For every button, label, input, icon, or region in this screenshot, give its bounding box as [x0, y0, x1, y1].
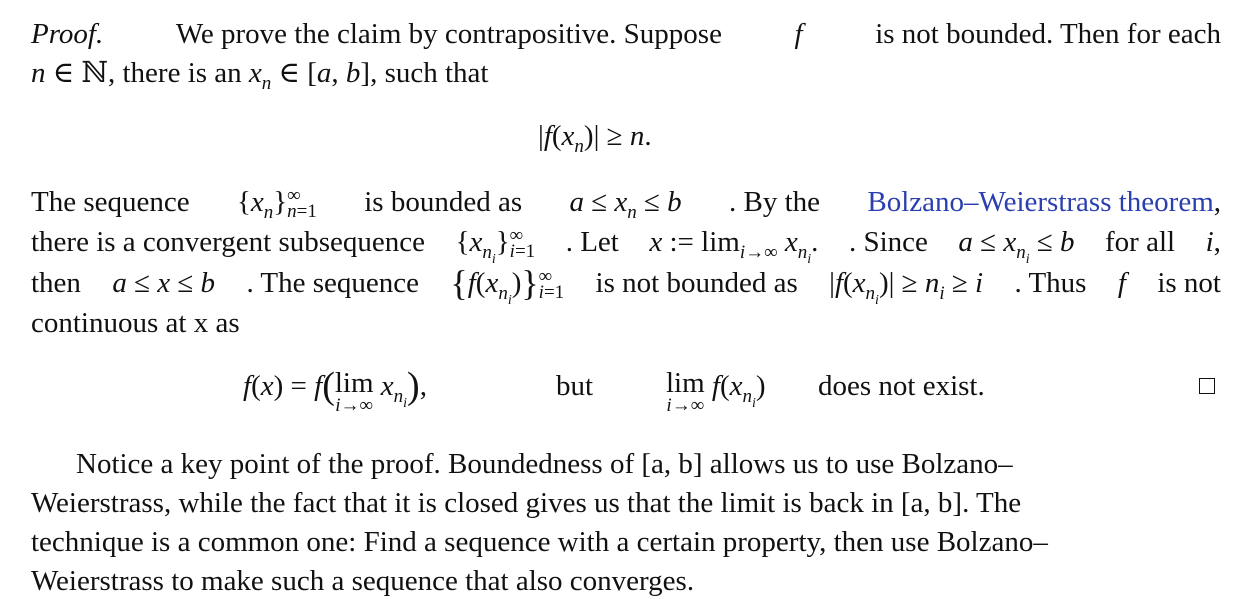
math-n-in-N: n ∈ ℕ: [31, 57, 108, 89]
p1-text-d: , such that: [370, 57, 489, 89]
proof-label: Proof.: [31, 18, 104, 50]
math-f-2: f: [1117, 267, 1126, 299]
p2-text-d: there is a convergent subsequence: [31, 226, 426, 258]
p2-text-e: . Let: [565, 226, 619, 258]
math-sequence-xn: $\{x_n\}\infty$ n=1: [236, 185, 317, 223]
display-equation-2-left: f(x) = f(lim i→∞ $x_{n_i}$),: [243, 365, 427, 416]
math-a-le-xni-le-b: $a \le x_{n_i} \le b$: [958, 226, 1075, 267]
p1-text-a: We prove the claim by contrapositive. Suppose: [175, 18, 722, 50]
math-a-le-x-le-b: a ≤ x ≤ b: [112, 267, 216, 299]
remark-text-4: Weierstrass to make such a sequence that also converges.: [31, 565, 695, 597]
remark-line-1: [76, 446, 1221, 482]
p2-text-k: . Thus: [1014, 267, 1087, 299]
math-xn-in-ab: $x_n$ ∈ [a, b]: [248, 57, 371, 94]
proof-line-6: [31, 305, 1221, 341]
p2-text-l: is not: [1157, 267, 1221, 299]
p1-text-b: is not bounded. Then for each: [875, 18, 1221, 50]
p2-text-j: is not bounded as: [595, 267, 798, 299]
p2-text-b: is bounded as: [364, 186, 523, 218]
math-subsequence: $\{x_{n_i}\}\infty$ i=1: [455, 225, 536, 267]
remark-text-2: Weierstrass, while the fact that it is closed gives us that the limit is back in [a, b]. The: [31, 487, 1022, 519]
p2-text-m: continuous at x as: [31, 307, 240, 339]
display-equation-1: $|f(x_n)| \ge n$.: [538, 120, 652, 157]
p2-text-c: . By the: [729, 186, 821, 218]
p2-text-h: then: [31, 267, 81, 299]
proof-line-3: [31, 184, 1221, 223]
remark-text-1: Notice a key point of the proof. Boundedness of [a, b] allows us to use Bolzano–: [76, 448, 1013, 480]
remark-line-4: [31, 563, 1221, 599]
proof-line-5: [31, 263, 1221, 308]
math-bound-inequality: $|f(x_{n_i})| \ge n_i \ge i$: [829, 267, 984, 308]
remark-line-3: [31, 524, 1221, 560]
p2-comma: ,: [1213, 186, 1221, 218]
p2-text-a: The sequence: [31, 186, 190, 218]
bolzano-weierstrass-link-text[interactable]: Bolzano–Weierstrass theorem: [867, 186, 1214, 218]
math-f: f: [794, 18, 803, 50]
p1-text-c: , there is an: [107, 57, 242, 89]
p2-text-f: . Since: [848, 226, 928, 258]
proof-line-4: [31, 224, 1221, 267]
display-equation-2-right: lim i→∞ $f(x_{n_i})$: [666, 367, 766, 416]
display-but: but: [556, 370, 594, 402]
proof-line-1: [31, 16, 1221, 52]
qed-square-icon: [1199, 378, 1215, 394]
math-sequence-fxni: $\{f(x_{n_i})\}\infty$ i=1: [450, 263, 565, 308]
math-i-comma: i,: [1205, 226, 1221, 258]
p2-text-i: . The sequence: [246, 267, 420, 299]
proof-line-2: [31, 55, 1221, 94]
math-limit-def: x := $\lim_{i\to\infty} x_{n_i}$.: [649, 226, 819, 267]
remark-line-2: [31, 485, 1221, 521]
bolzano-weierstrass-link[interactable]: [867, 184, 1221, 220]
remark-text-3: technique is a common one: Find a sequence with a certain property, then use Bolzano–: [31, 526, 1048, 558]
display-does-not-exist: does not exist.: [818, 370, 985, 402]
math-a-le-xn-le-b: $a \le x_n \le b$: [569, 186, 682, 223]
p2-text-g: for all: [1105, 226, 1176, 258]
